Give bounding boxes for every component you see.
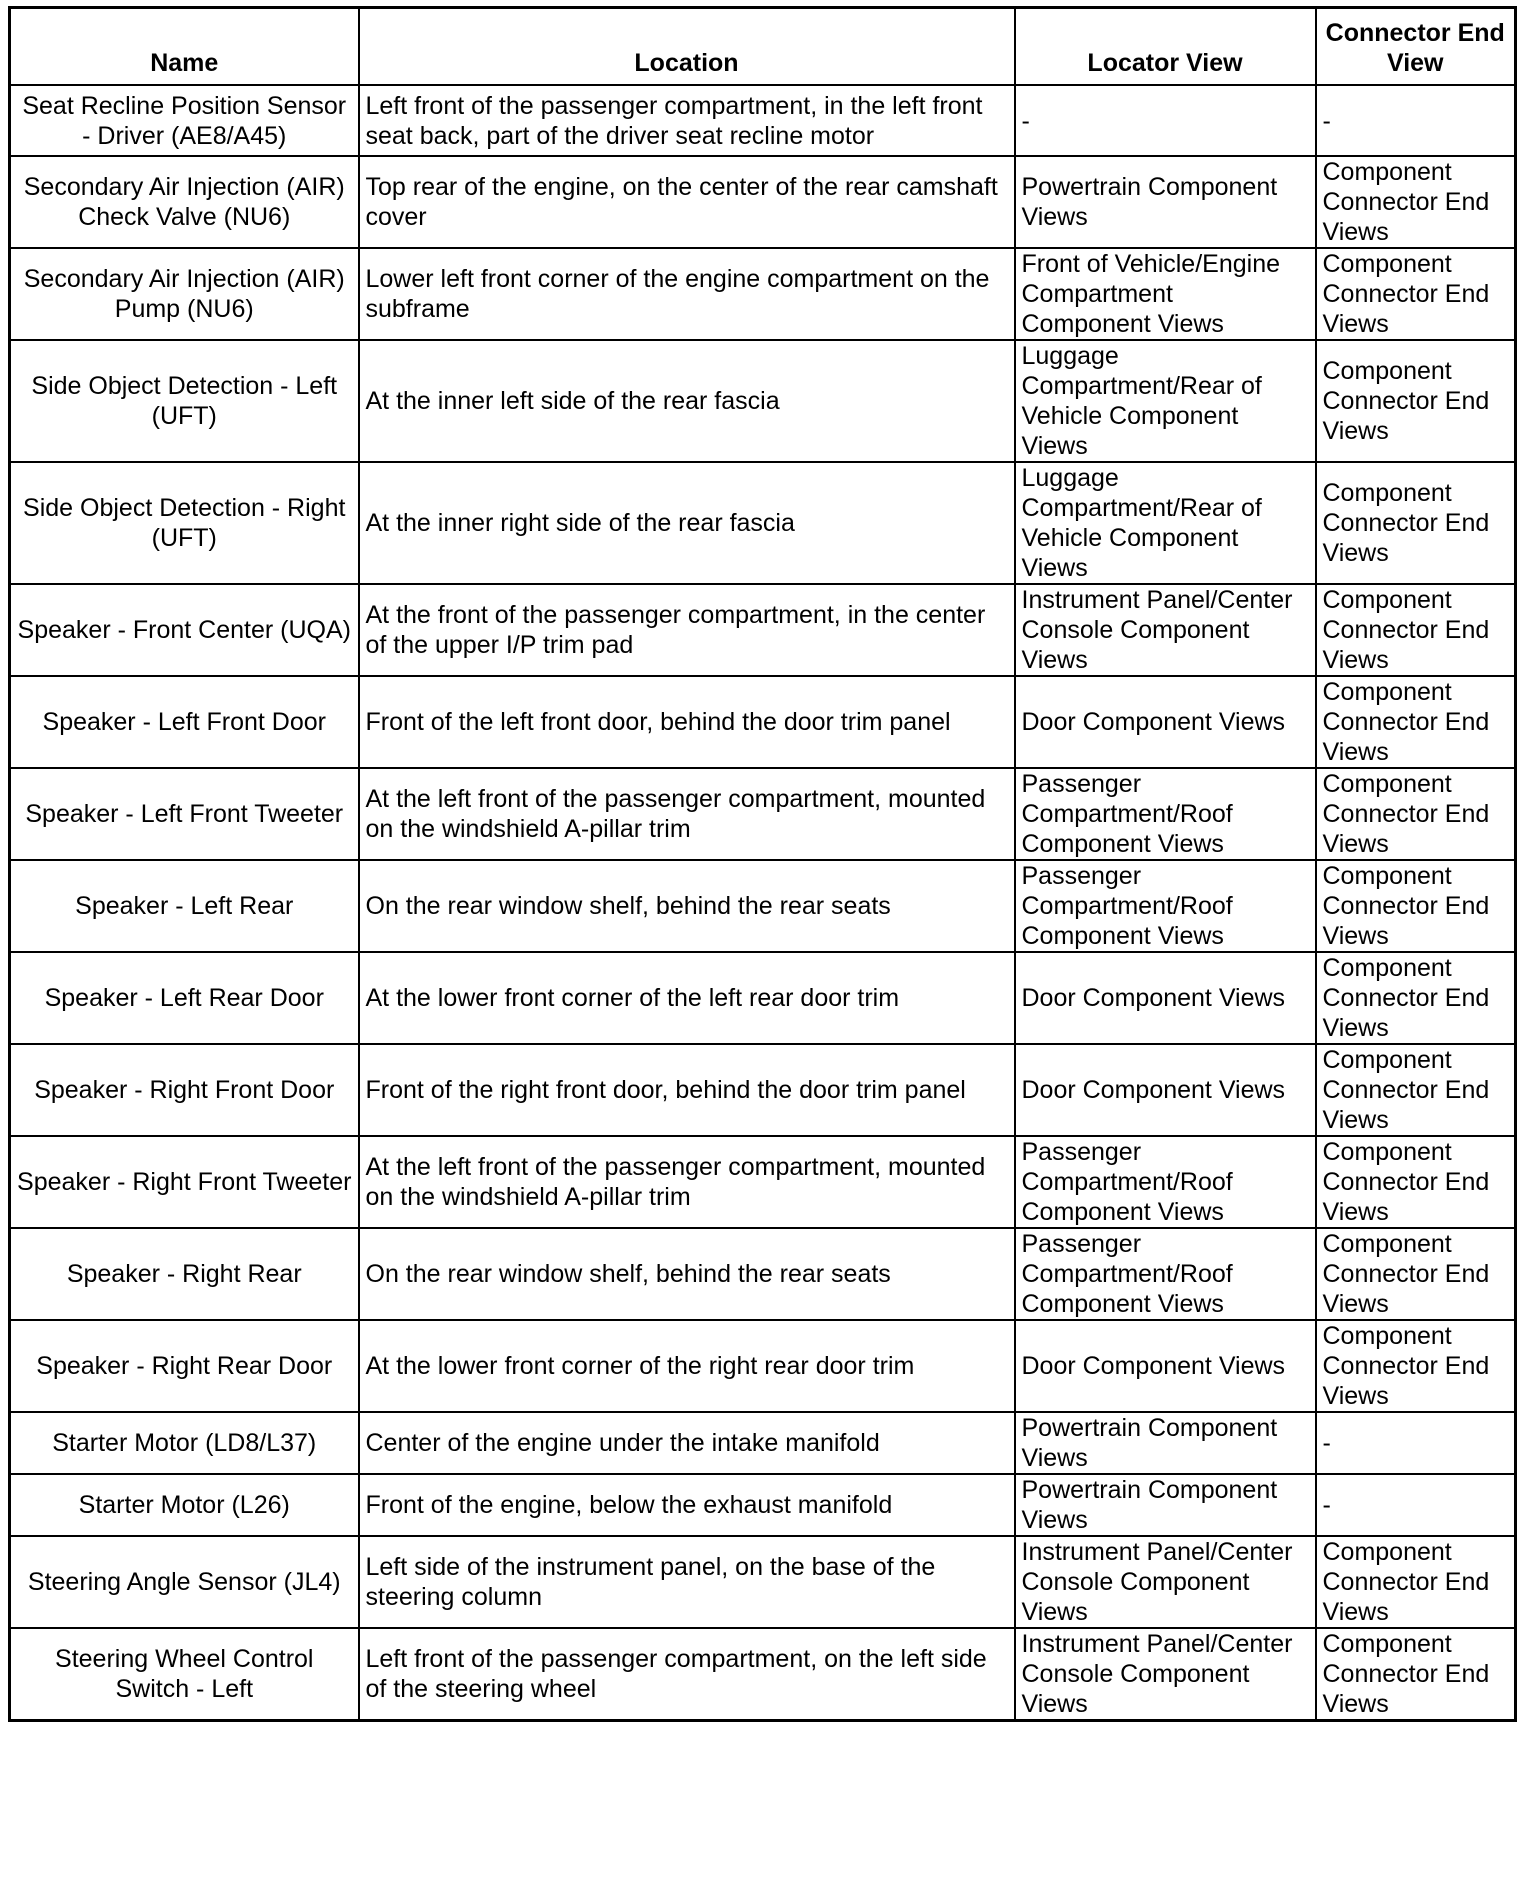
cell-name: Seat Recline Position Sensor - Driver (AE8/A45) [10, 85, 359, 156]
cell-location: Left front of the passenger compartment, in the left front seat back, part of the driver seat recline motor [359, 85, 1015, 156]
cell-connector-end-view: - [1316, 1412, 1516, 1474]
cell-locator-view: Passenger Compartment/Roof Component Views [1015, 768, 1316, 860]
cell-location: At the front of the passenger compartment, in the center of the upper I/P trim pad [359, 584, 1015, 676]
cell-name: Speaker - Front Center (UQA) [10, 584, 359, 676]
cell-location: At the lower front corner of the right rear door trim [359, 1320, 1015, 1412]
table-body [10, 85, 1516, 1721]
table-row [10, 676, 1516, 768]
table-row [10, 462, 1516, 584]
header-name: Name [10, 8, 359, 86]
table-row [10, 860, 1516, 952]
cell-connector-end-view: - [1316, 85, 1516, 156]
table-row [10, 156, 1516, 248]
cell-location: Center of the engine under the intake manifold [359, 1412, 1015, 1474]
cell-name: Steering Wheel Control Switch - Left [10, 1628, 359, 1721]
cell-locator-view: Luggage Compartment/Rear of Vehicle Component Views [1015, 462, 1316, 584]
cell-locator-view: Door Component Views [1015, 1320, 1316, 1412]
cell-name: Speaker - Right Front Door [10, 1044, 359, 1136]
cell-name: Speaker - Right Rear [10, 1228, 359, 1320]
table-row [10, 85, 1516, 156]
cell-locator-view: Instrument Panel/Center Console Component Views [1015, 584, 1316, 676]
cell-connector-end-view: Component Connector End Views [1316, 1228, 1516, 1320]
cell-locator-view: Instrument Panel/Center Console Component Views [1015, 1628, 1316, 1721]
table-row [10, 248, 1516, 340]
cell-location: At the left front of the passenger compartment, mounted on the windshield A-pillar trim [359, 768, 1015, 860]
table-row [10, 1136, 1516, 1228]
cell-location: At the inner right side of the rear fascia [359, 462, 1015, 584]
cell-connector-end-view: Component Connector End Views [1316, 156, 1516, 248]
cell-location: Top rear of the engine, on the center of the rear camshaft cover [359, 156, 1015, 248]
header-location: Location [359, 8, 1015, 86]
cell-name: Steering Angle Sensor (JL4) [10, 1536, 359, 1628]
cell-locator-view: Powertrain Component Views [1015, 156, 1316, 248]
table-row [10, 768, 1516, 860]
cell-connector-end-view: Component Connector End Views [1316, 1136, 1516, 1228]
cell-name: Starter Motor (LD8/L37) [10, 1412, 359, 1474]
cell-connector-end-view: Component Connector End Views [1316, 584, 1516, 676]
cell-locator-view: Powertrain Component Views [1015, 1412, 1316, 1474]
cell-name: Speaker - Right Front Tweeter [10, 1136, 359, 1228]
cell-connector-end-view: Component Connector End Views [1316, 462, 1516, 584]
cell-location: At the inner left side of the rear fascia [359, 340, 1015, 462]
cell-connector-end-view: Component Connector End Views [1316, 860, 1516, 952]
cell-location: Front of the left front door, behind the door trim panel [359, 676, 1015, 768]
table-row [10, 952, 1516, 1044]
cell-name: Secondary Air Injection (AIR) Check Valve (NU6) [10, 156, 359, 248]
cell-locator-view: Luggage Compartment/Rear of Vehicle Component Views [1015, 340, 1316, 462]
cell-locator-view: Front of Vehicle/Engine Compartment Component Views [1015, 248, 1316, 340]
cell-connector-end-view: Component Connector End Views [1316, 1044, 1516, 1136]
cell-location: Front of the right front door, behind the door trim panel [359, 1044, 1015, 1136]
cell-locator-view: Passenger Compartment/Roof Component Views [1015, 860, 1316, 952]
cell-locator-view: Instrument Panel/Center Console Component Views [1015, 1536, 1316, 1628]
cell-name: Side Object Detection - Left (UFT) [10, 340, 359, 462]
cell-name: Starter Motor (L26) [10, 1474, 359, 1536]
table-row [10, 1412, 1516, 1474]
cell-connector-end-view: - [1316, 1474, 1516, 1536]
table-row [10, 1320, 1516, 1412]
component-locator-table [8, 6, 1517, 1722]
cell-locator-view: Passenger Compartment/Roof Component Views [1015, 1136, 1316, 1228]
table-header [10, 8, 1516, 86]
cell-location: On the rear window shelf, behind the rear seats [359, 860, 1015, 952]
header-connector-end-view: Connector End View [1316, 8, 1516, 86]
cell-name: Secondary Air Injection (AIR) Pump (NU6) [10, 248, 359, 340]
cell-connector-end-view: Component Connector End Views [1316, 248, 1516, 340]
cell-locator-view: Passenger Compartment/Roof Component Views [1015, 1228, 1316, 1320]
cell-connector-end-view: Component Connector End Views [1316, 952, 1516, 1044]
cell-connector-end-view: Component Connector End Views [1316, 1320, 1516, 1412]
cell-location: Left front of the passenger compartment, on the left side of the steering wheel [359, 1628, 1015, 1721]
cell-location: Front of the engine, below the exhaust manifold [359, 1474, 1015, 1536]
cell-location: Left side of the instrument panel, on the base of the steering column [359, 1536, 1015, 1628]
cell-locator-view: Door Component Views [1015, 952, 1316, 1044]
header-row [10, 8, 1516, 86]
cell-name: Speaker - Left Front Door [10, 676, 359, 768]
table-row [10, 1228, 1516, 1320]
cell-name: Speaker - Left Front Tweeter [10, 768, 359, 860]
cell-location: At the lower front corner of the left rear door trim [359, 952, 1015, 1044]
cell-connector-end-view: Component Connector End Views [1316, 676, 1516, 768]
cell-connector-end-view: Component Connector End Views [1316, 1628, 1516, 1721]
cell-location: At the left front of the passenger compartment, mounted on the windshield A-pillar trim [359, 1136, 1015, 1228]
cell-name: Speaker - Left Rear [10, 860, 359, 952]
cell-connector-end-view: Component Connector End Views [1316, 768, 1516, 860]
table-row [10, 584, 1516, 676]
header-locator-view: Locator View [1015, 8, 1316, 86]
cell-locator-view: Door Component Views [1015, 1044, 1316, 1136]
cell-name: Speaker - Left Rear Door [10, 952, 359, 1044]
cell-name: Speaker - Right Rear Door [10, 1320, 359, 1412]
table-row [10, 1628, 1516, 1721]
cell-location: Lower left front corner of the engine compartment on the subframe [359, 248, 1015, 340]
table-row [10, 1474, 1516, 1536]
cell-connector-end-view: Component Connector End Views [1316, 340, 1516, 462]
cell-name: Side Object Detection - Right (UFT) [10, 462, 359, 584]
cell-location: On the rear window shelf, behind the rear seats [359, 1228, 1015, 1320]
cell-locator-view: - [1015, 85, 1316, 156]
table-row [10, 340, 1516, 462]
cell-connector-end-view: Component Connector End Views [1316, 1536, 1516, 1628]
table-row [10, 1044, 1516, 1136]
cell-locator-view: Door Component Views [1015, 676, 1316, 768]
table-row [10, 1536, 1516, 1628]
cell-locator-view: Powertrain Component Views [1015, 1474, 1316, 1536]
